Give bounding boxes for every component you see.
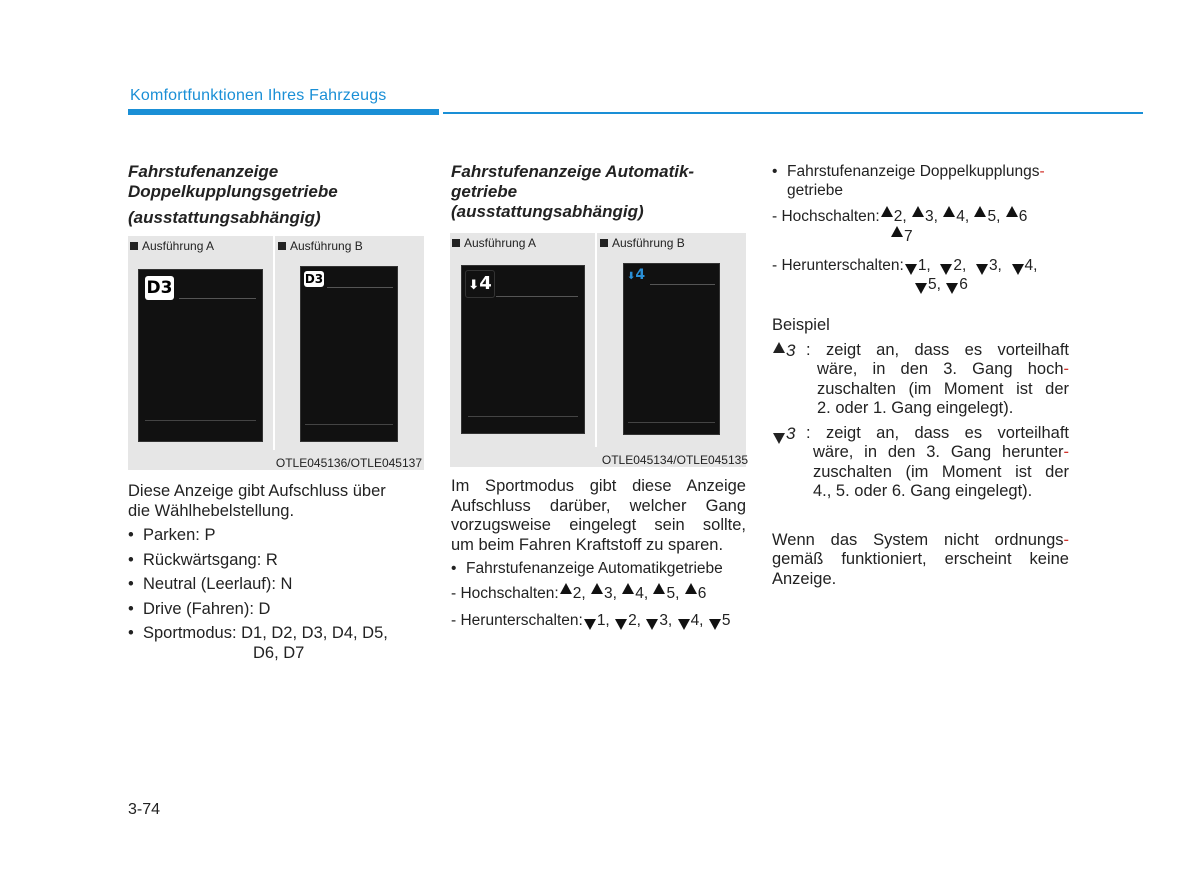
col3-body <box>772 162 1072 294</box>
down-triangle-icon <box>709 619 721 630</box>
down-triangle-icon <box>678 619 690 630</box>
col2-bullet-list <box>451 559 746 578</box>
display-rule <box>305 424 393 425</box>
down-triangle-icon <box>946 283 958 294</box>
col1-heading-line1: Fahrstufenanzeige <box>128 162 279 181</box>
display-rule <box>468 416 578 417</box>
col2-downshift-line: - Herunterschalten: 1, 2, 3, 4, 5 <box>451 612 731 629</box>
display-rule <box>628 422 715 423</box>
list-item: • Rückwärtsgang: R <box>128 551 424 571</box>
list-item: • Fahrstufenanzeige Automatikgetriebe <box>451 559 746 578</box>
para-line: um beim Fahren Kraftstoff zu sparen. <box>451 535 724 554</box>
col2-body <box>451 477 746 630</box>
gear-indicator-down4: ⬇4 <box>465 270 495 298</box>
up-triangle-icon <box>685 583 697 594</box>
up-triangle-icon <box>912 206 924 217</box>
display-rule <box>179 298 256 299</box>
down-triangle-icon <box>646 619 658 630</box>
col1-body <box>128 482 424 663</box>
display-rule <box>327 287 393 288</box>
gear-indicator-d3: D3 <box>304 272 324 286</box>
up-triangle-icon <box>591 583 603 594</box>
display-rule <box>145 420 256 421</box>
col2-figure <box>450 233 746 467</box>
fail-paragraph: Wenn das System nicht ordnungs- gemäß funktioniert, erscheint keine Anzeige. <box>772 530 1069 588</box>
gear-indicator-d3: D3 <box>146 278 173 298</box>
col1-display-a <box>138 269 263 442</box>
para-line: Aufschluss darüber, welcher Gang <box>451 496 746 515</box>
col1-heading-line2: Doppelkupplungsgetriebe <box>128 182 338 201</box>
para-line: Im Sportmodus gibt diese Anzeige <box>451 477 746 495</box>
down-triangle-icon <box>915 283 927 294</box>
page-number: 3-74 <box>128 801 161 818</box>
col1-fig-label-a: Ausführung A <box>130 239 214 253</box>
header-rule <box>443 112 1143 114</box>
arrow-down-icon: ⬇ <box>627 271 636 282</box>
col1-display-b <box>300 266 398 442</box>
up-triangle-icon <box>974 206 986 217</box>
sport-line2: D6, D7 <box>253 643 305 662</box>
col2-heading <box>451 162 751 222</box>
example-title: Beispiel <box>772 316 830 334</box>
upshift-3-glyph: 3 <box>772 341 795 361</box>
list-item: • Fahrstufenanzeige Doppelkupplungs- getriebe <box>772 162 1072 200</box>
square-bullet-icon <box>278 242 286 250</box>
col1-intro-line2: die Wählhebelstellung. <box>128 501 295 520</box>
figure-divider <box>273 236 275 450</box>
list-item: • Drive (Fahren): D <box>128 600 424 620</box>
example-downshift-line4: 4., 5. oder 6. Gang eingelegt). <box>813 482 1033 500</box>
col2-fig-label-b: Ausführung B <box>600 236 685 250</box>
col2-heading-line3: (ausstattungsabhängig) <box>451 202 644 221</box>
col2-heading-line2: getriebe <box>451 182 518 201</box>
downshift-3-glyph: 3 <box>772 424 795 444</box>
up-triangle-icon <box>881 206 893 217</box>
col3-upshift-line2: 7 <box>772 226 1072 246</box>
example-downshift-line1: : zeigt an, dass es vorteilhaft <box>806 423 1069 442</box>
down-triangle-icon <box>584 619 596 630</box>
col2-fig-caption: OTLE045134/OTLE045135 <box>601 453 748 467</box>
example-upshift-line4: 2. oder 1. Gang eingelegt). <box>817 399 1014 417</box>
example-upshift-line1: : zeigt an, dass es vorteilhaft <box>806 340 1069 359</box>
col3-example <box>772 316 1069 589</box>
up-triangle-icon <box>773 342 785 353</box>
down-triangle-icon <box>773 433 785 444</box>
square-bullet-icon <box>130 242 138 250</box>
up-triangle-icon <box>653 583 665 594</box>
down-triangle-icon <box>1012 264 1024 275</box>
up-triangle-icon <box>1006 206 1018 217</box>
square-bullet-icon <box>600 239 608 247</box>
col1-figure <box>128 236 424 470</box>
col3-downshift-line: - Herunterschalten: 1, 2, 3, 4, <box>772 257 1038 274</box>
col2-upshift-line: - Hochschalten: 2, 3, 4, 5, 6 <box>451 585 707 602</box>
up-triangle-icon <box>943 206 955 217</box>
sport-line1: • Sportmodus: D1, D2, D3, D4, D5, <box>143 624 388 642</box>
down-triangle-icon <box>940 264 952 275</box>
col3-downshift-line2: 5, 6 <box>772 275 1072 294</box>
col2-para <box>451 477 746 555</box>
col1-heading-line3: (ausstattungsabhängig) <box>128 208 321 227</box>
up-triangle-icon <box>560 583 572 594</box>
square-bullet-icon <box>452 239 460 247</box>
col1-heading <box>128 162 428 228</box>
para-line: vorzugsweise eingelegt sein sollte, <box>451 516 746 534</box>
col2-display-a <box>461 265 585 434</box>
up-triangle-icon <box>622 583 634 594</box>
col1-intro-line1: Diese Anzeige gibt Aufschluss über <box>128 482 386 500</box>
section-header-title: Komfortfunktionen Ihres Fahrzeugs <box>130 87 387 104</box>
col1-fig-label-b: Ausführung B <box>278 239 363 253</box>
display-rule <box>650 284 715 285</box>
list-item: • Parken: P <box>128 526 424 546</box>
example-downshift <box>772 424 1069 502</box>
figure-divider <box>595 233 597 447</box>
down-triangle-icon <box>905 264 917 275</box>
example-upshift-line2: wäre, in den 3. Gang hoch- <box>817 360 1069 378</box>
col2-heading-line1: Fahrstufenanzeige Automatik- <box>451 162 695 181</box>
example-upshift <box>772 341 1069 419</box>
header-accent-bar <box>128 109 439 115</box>
col3-bullet-list <box>772 162 1072 200</box>
list-item <box>128 624 424 663</box>
down-triangle-icon <box>976 264 988 275</box>
col1-fig-caption: OTLE045136/OTLE045137 <box>275 456 422 470</box>
up-triangle-icon <box>891 226 903 237</box>
down-triangle-icon <box>615 619 627 630</box>
example-upshift-line3: zuschalten (im Moment ist der <box>817 379 1069 398</box>
example-downshift-line2: wäre, in den 3. Gang herunter- <box>813 443 1069 461</box>
col2-fig-label-a: Ausführung A <box>452 236 536 250</box>
display-rule <box>496 296 578 297</box>
list-item: • Neutral (Leerlauf): N <box>128 575 424 595</box>
gear-list <box>128 526 424 663</box>
gear-indicator-down4-blue: ⬇4 <box>627 267 646 283</box>
example-downshift-line3: zuschalten (im Moment ist der <box>813 462 1069 481</box>
col2-display-b <box>623 263 720 435</box>
col3-upshift-line: - Hochschalten: 2, 3, 4, 5, 6 <box>772 208 1028 225</box>
arrow-down-icon: ⬇ <box>468 278 480 293</box>
